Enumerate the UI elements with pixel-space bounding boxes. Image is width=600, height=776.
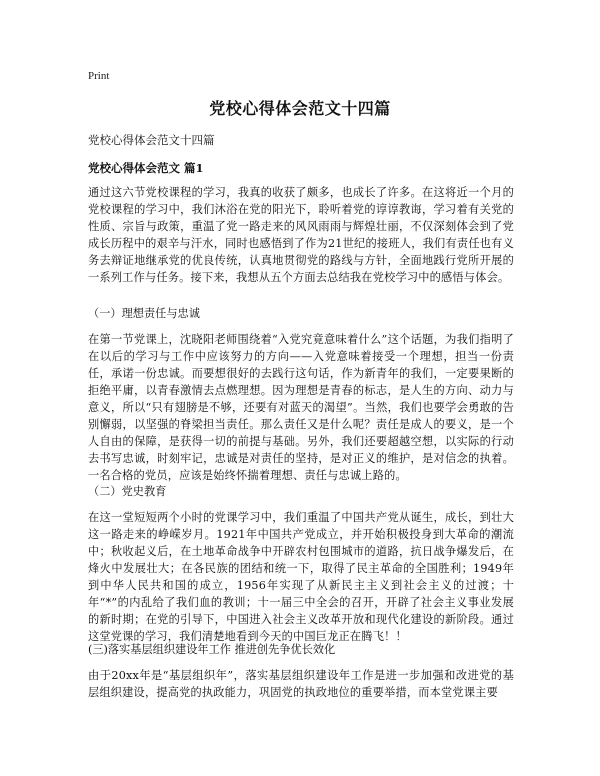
chapter-title: 党校心得体会范文 篇1 <box>88 161 204 175</box>
section-body-1: 在第一节党课上，沈晓阳老师围绕着“入党究竟意味着什么”这个话题，为我们指明了在以后的学习与工作中应该努力的方向——入党意味着接受一个理想，担当一份责任，承诺一份忠诚。而要想很好的去践行这句话，作为新青年的我们，一定要果断的拒绝平庸，以青春激情去点燃理想。因为理想是青春的标志，是人生的方向、动力与意义，所以“只有翅膀是不够，还要有对蓝天的渴望”。当然，我们也要学会勇敢的告别懈弱，以坚强的脊梁担当责任。那么责任又是什么呢？责任是成人的要义，是一个人自由的保障，是获得一切的前提与基础。另外，我们还要超越空想，以实际的行动去书写忠诚，时刻牢记，忠诚是对责任的坚持，是对正义的维护，是对信念的执着。一名合格的党员，应该是始终怀揣着理想、责任与忠诚上路的。 <box>88 333 514 482</box>
section-body-3: 由于20xx年是“基层组织年”，落实基层组织建设年工作是进一步加强和改进党的基层组织建设，提高党的执政能力，巩固党的执政地位的重要举措，而本堂党课主要 <box>88 669 514 699</box>
intro-paragraph: 通过这六节党校课程的学习，我真的收获了颇多，也成长了许多。在这将近一个月的党校课程的学习中，我们沐浴在党的阳光下，聆听着党的谆谆教诲，学习着有关党的性质、宗旨与政策，重温了党一路走来的风风雨雨与辉煌壮丽，不仅深刻体会到了党成长历程中的艰辛与汗水，同时也感悟到了作为21世纪的接班人，我们有责任也有义务去辩证地继承党的优良传统，认真地贯彻党的路线与方针，全面地践行党所开展的一系列工作与任务。接下来，我想从五个方面去总结我在党校学习中的感悟与体会。 <box>88 186 514 284</box>
print-link[interactable]: Print <box>88 70 110 82</box>
section-heading-3: (三)落实基层组织建设年工作 推进创先争优长效化 <box>88 643 336 656</box>
page-title: 党校心得体会范文十四篇 <box>209 99 391 118</box>
section-heading-2: （二）党史教育 <box>88 485 167 498</box>
section-body-2: 在这一堂短短两个小时的党课学习中，我们重温了中国共产党从诞生，成长，到壮大这一路走来的峥嵘岁月。1921年中国共产党成立，并开始积极投身到大革命的潮流中；秋收起义后，在土地革命战争中开辟农村包围城市的道路，抗日战争爆发后，在烽火中发展壮大；在各民族的团结和统一下，取得了民主革命的全国胜利；1949年到中华人民共和国的成立，1956年实现了从新民主主义到社会主义的过渡；十年“*”的内乱给了我们血的教训；十一届三中全会的召开，开辟了社会主义事业发展的新时期；在党的引导下，中国进入社会主义改革开放和现代化建设的新阶段。通过这堂党课的学习，我们清楚地看到今天的中国巨龙正在腾飞！！ <box>88 511 514 643</box>
section-heading-1: （一）理想责任与忠诚 <box>88 307 200 320</box>
document-subtitle: 党校心得体会范文十四篇 <box>88 133 215 147</box>
